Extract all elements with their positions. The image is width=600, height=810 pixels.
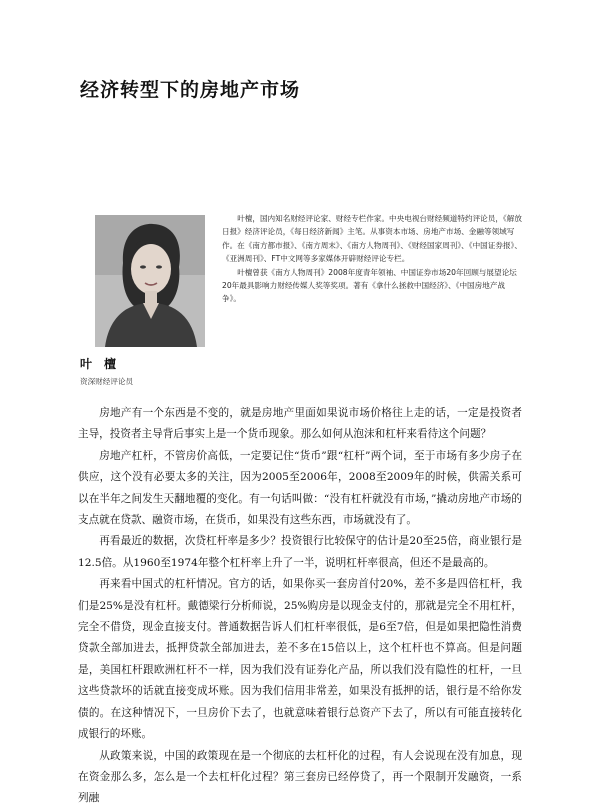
body-paragraph: 再看最近的数据，次贷杠杆率是多少？投资银行比较保守的估计是20至25倍，商业银行是12.5倍。从1960至1974年整个杠杆率上升了一半，说明杠杆率很高，但还不是最高的。 <box>78 535 522 569</box>
body-paragraph: 房地产杠杆，不管房价高低，一定要记住“货币”跟“杠杆”两个词，至于市场有多少房子在供应，这个没有必要太多的关注，因为2005至2006年，2008至2009年的时候，供需关系可以在半年之间发生天翻地覆的变化。有一句话叫做：“没有杠杆就没有市场，”撬动房地产市场的支点就在贷款、融资市场，在货币，如果没有这些东西，市场就没有了。 <box>78 449 522 527</box>
author-portrait-icon <box>95 215 205 347</box>
body-paragraph: 房地产有一个东西是不变的，就是房地产里面如果说市场价格往上走的话，一定是投资者主导，投资者主导背后事实上是一个货币现象。那么如何从泡沫和杠杆来看待这个问题？ <box>78 407 522 441</box>
article-title: 经济转型下的房地产市场 <box>80 79 301 101</box>
body-paragraph: 从政策来说，中国的政策现在是一个彻底的去杠杆化的过程，有人会说现在没有加息，现在资金那么多，怎么是一个去杠杆化过程？第三套房已经停贷了，再一个限制开发融资，一系列融 <box>78 749 522 805</box>
author-photo <box>95 215 205 347</box>
article-body <box>78 403 522 810</box>
author-bio-paragraph: 叶檀曾获《南方人物周刊》2008年度青年领袖、中国证券市场20年回顾与展望论坛20年最具影响力财经传媒人奖等奖项。著有《拿什么拯救中国经济》、《中国房地产战争》。 <box>222 267 517 304</box>
body-paragraph: 再来看中国式的杠杆情况。官方的话，如果你买一套房首付20%，差不多是四倍杠杆，我们是25%是没有杠杆。戴德梁行分析师说，25%购房是以现金支付的，那就是完全不用杠杆，完全不借贷，现金直接支付。普通数据告诉人们杠杆率很低，是6至7倍，但是如果把隐性消费贷款全部加进去，抵押贷款全部加进去，差不多在15倍以上，这个杠杆也不算高。但是问题是，美国杠杆跟欧洲杠杆不一样，因为我们没有证券化产品，所以我们没有隐性的杠杆，一旦这些贷款坏的话就直接变成坏账。因为我们信用非常差，如果没有抵押的话，银行是不给你发债的。在这种情况下，一旦房价下去了，也就意味着银行总资产下去了，所以有可能直接转化成银行的坏账。 <box>78 578 522 741</box>
author-role: 资深财经评论员 <box>80 377 134 386</box>
author-bio-paragraph: 叶檀，国内知名财经评论家、财经专栏作家。中央电视台财经频道特约评论员，《解放日报》经济评论员，《每日经济新闻》主笔。从事资本市场、房地产市场、金融等领域写作。在《南方都市报》、《南方周末》、《南方人物周刊》、《财经国家周刊》、《中国证券报》、《亚洲周刊》、FT中文网等多家媒体开辟财经评论专栏。 <box>222 214 522 264</box>
author-name: 叶檀 <box>80 357 129 371</box>
author-bio <box>222 212 522 306</box>
